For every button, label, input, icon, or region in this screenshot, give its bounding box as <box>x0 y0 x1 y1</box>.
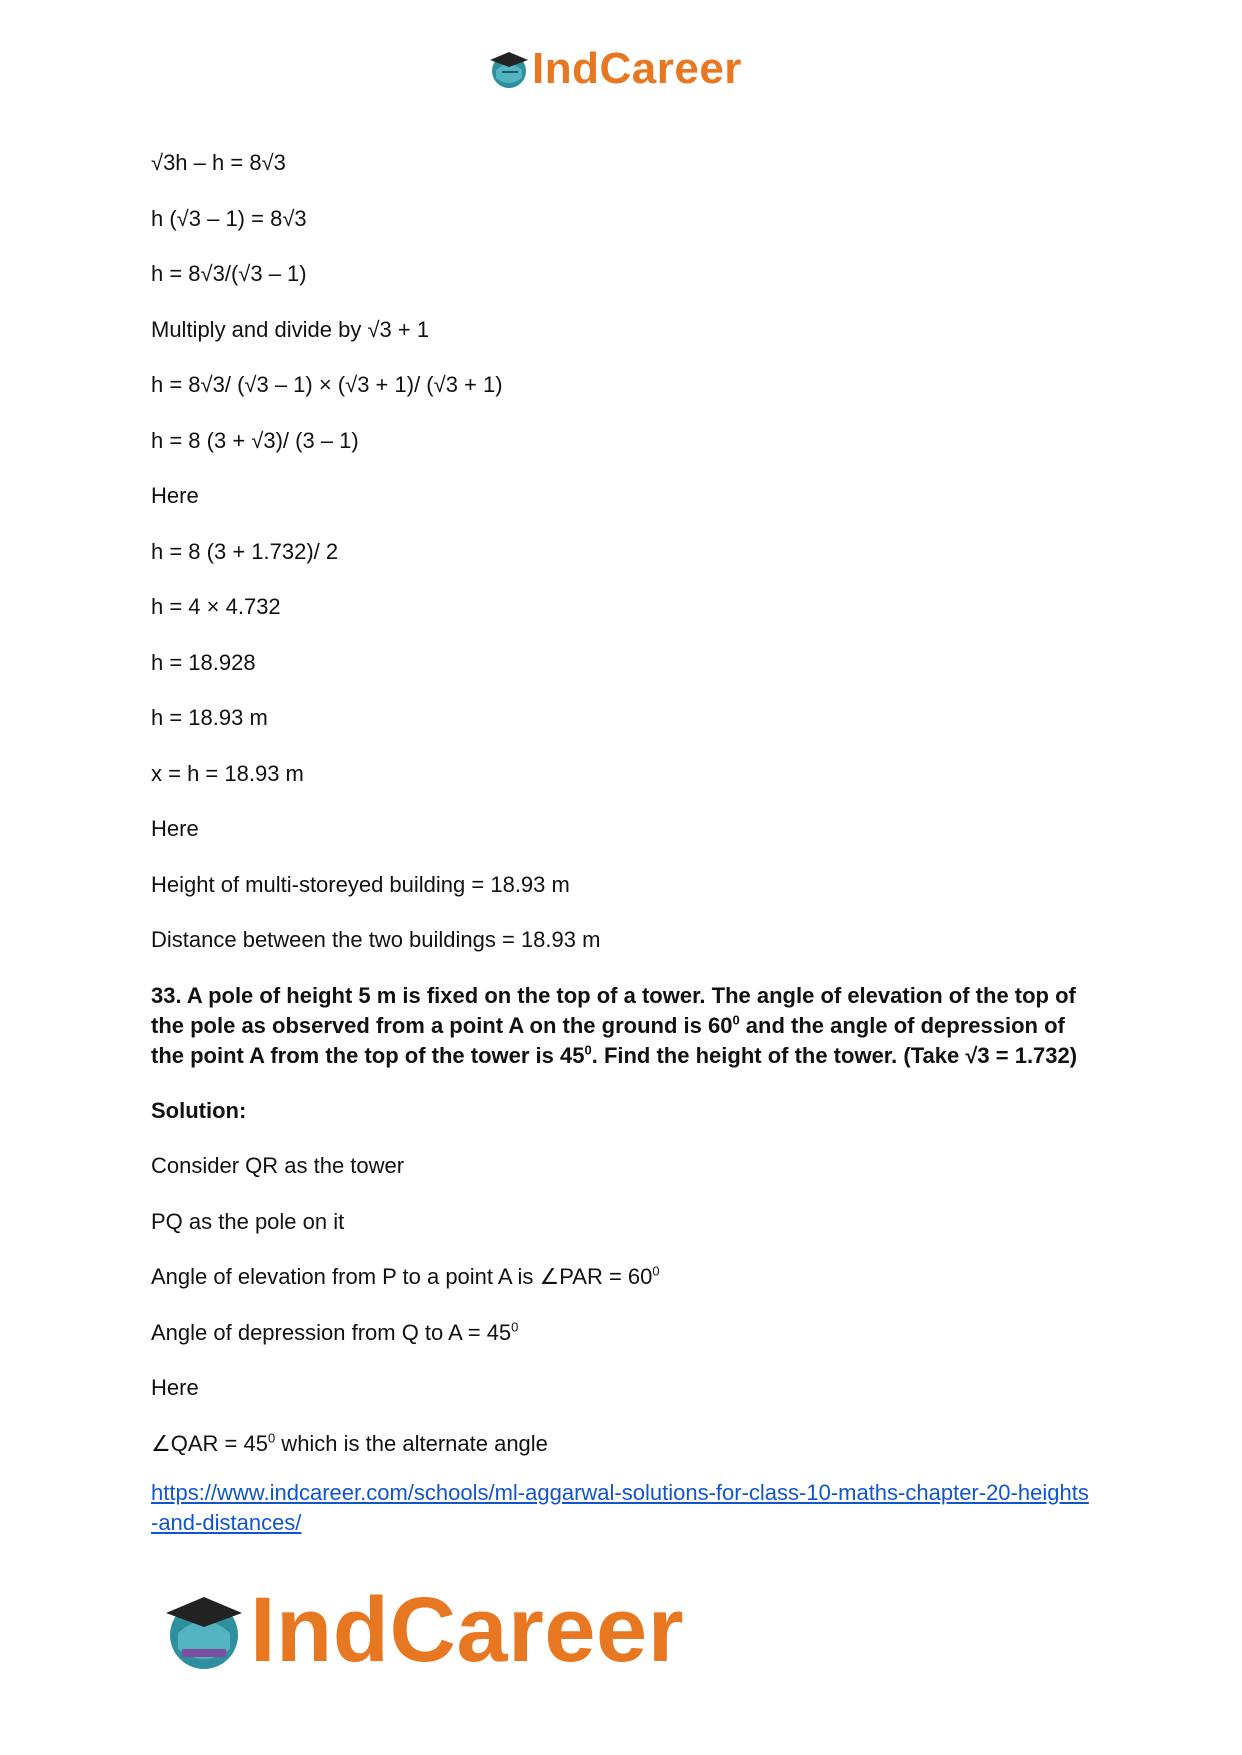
equation-line: h = 8√3/ (√3 – 1) × (√3 + 1)/ (√3 + 1) <box>151 372 503 397</box>
equation-line: h = 4 × 4.732 <box>151 594 281 619</box>
solution-line: Consider QR as the tower <box>151 1153 405 1178</box>
document-body <box>151 148 1096 1538</box>
equation-line: h = 8√3/(√3 – 1) <box>151 261 307 286</box>
footer-logo-text: IndCareer <box>250 1579 684 1681</box>
equation-line: Multiply and divide by √3 + 1 <box>151 316 430 342</box>
question-text: . Find the height of the tower. (Take √3 = 1.732) <box>591 1042 1078 1068</box>
question-33 <box>151 981 1096 1071</box>
equation-line: h (√3 – 1) = 8√3 <box>151 205 307 231</box>
equation-line: √3h – h = 8√3 <box>151 150 286 175</box>
result-line: Height of multi-storeyed building = 18.93 m <box>151 871 570 897</box>
equation-line: h = 8 (3 + 1.732)/ 2 <box>151 538 339 564</box>
degree-superscript: 0 <box>584 1042 592 1058</box>
source-link[interactable]: https://www.indcareer.com/schools/ml-aggarwal-solutions-for-class-10-maths-chapter-20-heights-and-distances/ <box>151 1480 1089 1535</box>
degree-superscript: 0 <box>267 1430 276 1446</box>
solution-line <box>151 1262 1096 1292</box>
equation-line: h = 18.93 m <box>151 705 268 730</box>
equation-line: x = h = 18.93 m <box>151 760 304 786</box>
solution-line <box>151 1318 1096 1348</box>
solution-text: Angle of elevation from P to a point A is ∠PAR = 60 <box>151 1264 653 1289</box>
solution-text: which is the alternate angle <box>275 1430 548 1456</box>
header-logo <box>488 44 742 94</box>
footer-logo <box>162 1578 684 1683</box>
graduation-cap-globe-icon <box>488 48 530 90</box>
result-line: Distance between the two buildings = 18.93 m <box>151 927 601 952</box>
solution-line <box>151 1429 1096 1459</box>
solution-line: Here <box>151 1375 199 1400</box>
question-text: 33. A pole of height 5 m is fixed on the top of a tower. The angle of elevation of the top of the pole as observed from a point A on the ground is 60 <box>151 982 1076 1038</box>
text-line: Here <box>151 483 199 508</box>
solution-text: ∠QAR = 45 <box>151 1430 268 1456</box>
equation-line: h = 8 (3 + √3)/ (3 – 1) <box>151 427 359 453</box>
text-line: Here <box>151 816 199 841</box>
degree-superscript: 0 <box>652 1263 660 1279</box>
degree-superscript: 0 <box>511 1319 519 1335</box>
question-text: and the angle of depression of the point A from the top of the tower is 45 <box>151 1012 1065 1068</box>
degree-superscript: 0 <box>732 1012 740 1028</box>
solution-text: Angle of depression from Q to A = 45 <box>151 1319 512 1345</box>
solution-line: PQ as the pole on it <box>151 1208 345 1234</box>
solution-label: Solution: <box>151 1097 247 1123</box>
equation-line: h = 18.928 <box>151 649 256 675</box>
header-logo-text: IndCareer <box>532 44 742 93</box>
graduation-cap-globe-icon <box>162 1589 246 1673</box>
